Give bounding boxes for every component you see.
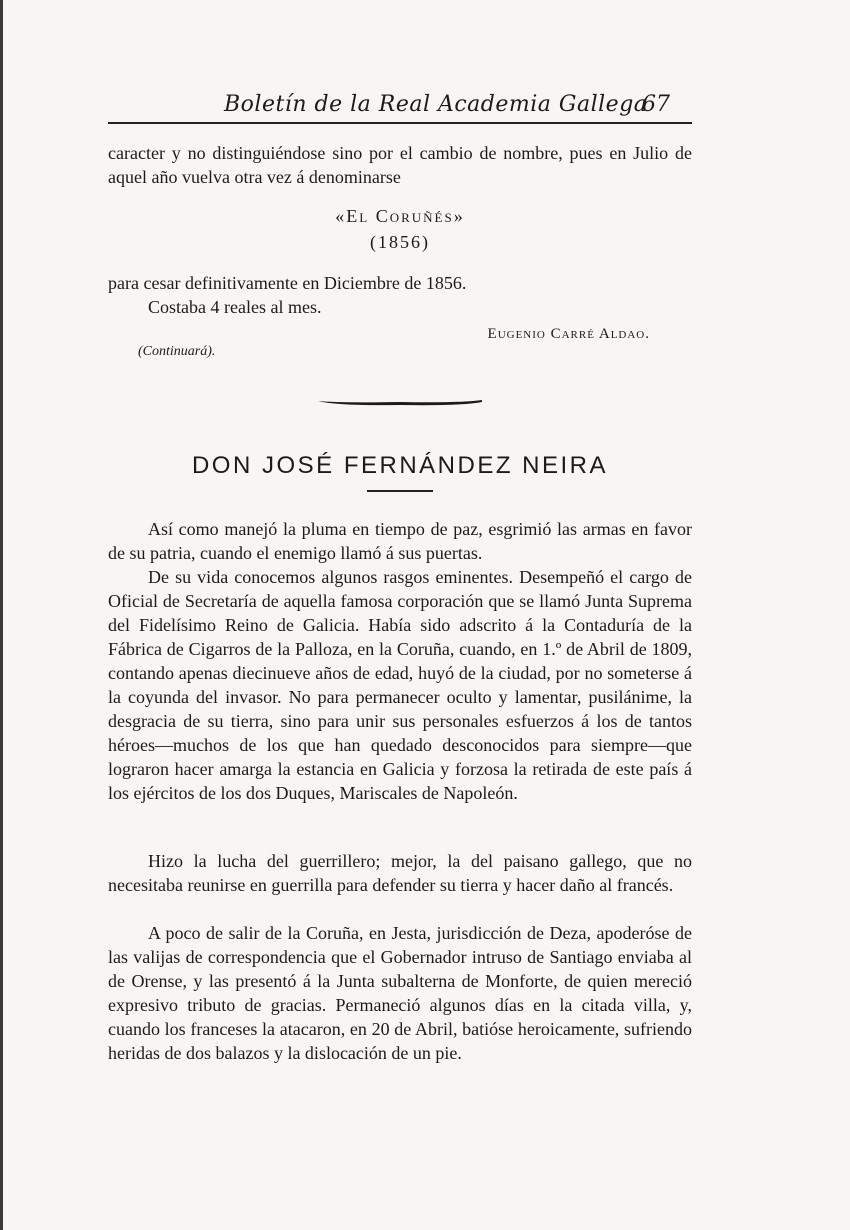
price-note: Costaba 4 reales al mes. bbox=[148, 297, 322, 317]
title-rule bbox=[367, 490, 433, 492]
article-paragraph-2: De su vida conocemos algunos rasgos eminentes. Desempeñó el cargo de Oficial de Secretaría de aquella famosa corporación que se llamó Junta Suprema del Fidelísimo Reino de Galicia. Había sido adscrito á la Contaduría de la Fábrica de Cigarros de la Palloza, en la Coruña, cuando, en 1.º de Abril de 1809, contando apenas diecinueve años de edad, huyó de la ciudad, por no someterse á la coyunda del invasor. No para permanecer oculto y lamentar, pusilánime, la desgracia de su tierra, sino para unir sus personales esfuerzos á los de tantos héroes—muchos de los que han quedado desconocidos para siempre—que lograron hacer amarga la estancia en Galicia y forzosa la retirada de este país á los ejércitos de los dos Duques, Mariscales de Napoleón. bbox=[108, 567, 692, 803]
page-number: 67 bbox=[642, 92, 670, 117]
newspaper-name: «El Coruñés» bbox=[335, 206, 465, 226]
article-paragraph-4: A poco de salir de la Coruña, en Jesta, jurisdicción de Deza, apoderóse de las valijas de correspondencia que el Gobernador intruso de Santiago enviaba al de Orense, y las presentó á la Junta subalterna de Monforte, de quien mereció expresivo tributo de gracias. Permaneció algunos días en la citada villa, y, cuando los franceses la atacaron, en 20 de Abril, batióse heroicamente, sufriendo heridas de dos balazos y la dislocación de un pie. bbox=[108, 923, 692, 1063]
article-title: DON JOSÉ FERNÁNDEZ NEIRA bbox=[191, 452, 609, 479]
continued-paragraph: caracter y no distinguiéndose sino por el cambio de nombre, pues en Julio de aquel año vuelva otra vez á denominarse bbox=[108, 143, 692, 187]
closing-paragraph: para cesar definitivamente en Diciembre de 1856. bbox=[108, 273, 467, 293]
article-paragraph-1: Así como manejó la pluma en tiempo de paz, esgrimió las armas en favor de su patria, cuando el enemigo llamó á sus puertas. bbox=[108, 519, 692, 563]
article-paragraph-3: Hizo la lucha del guerrillero; mejor, la del paisano gallego, que no necesitaba reunirse en guerrilla para defender su tierra y hacer daño al francés. bbox=[108, 851, 692, 895]
running-header bbox=[108, 92, 692, 124]
section-divider-ornament bbox=[318, 396, 482, 406]
journal-title: Boletín de la Real Academia Gallega bbox=[224, 92, 648, 117]
newspaper-year: (1856) bbox=[370, 232, 430, 252]
author-signature: Eugenio Carré Aldao. bbox=[487, 326, 650, 342]
page-edge-shadow bbox=[0, 0, 3, 1230]
continued-note: (Continuará). bbox=[138, 344, 216, 359]
